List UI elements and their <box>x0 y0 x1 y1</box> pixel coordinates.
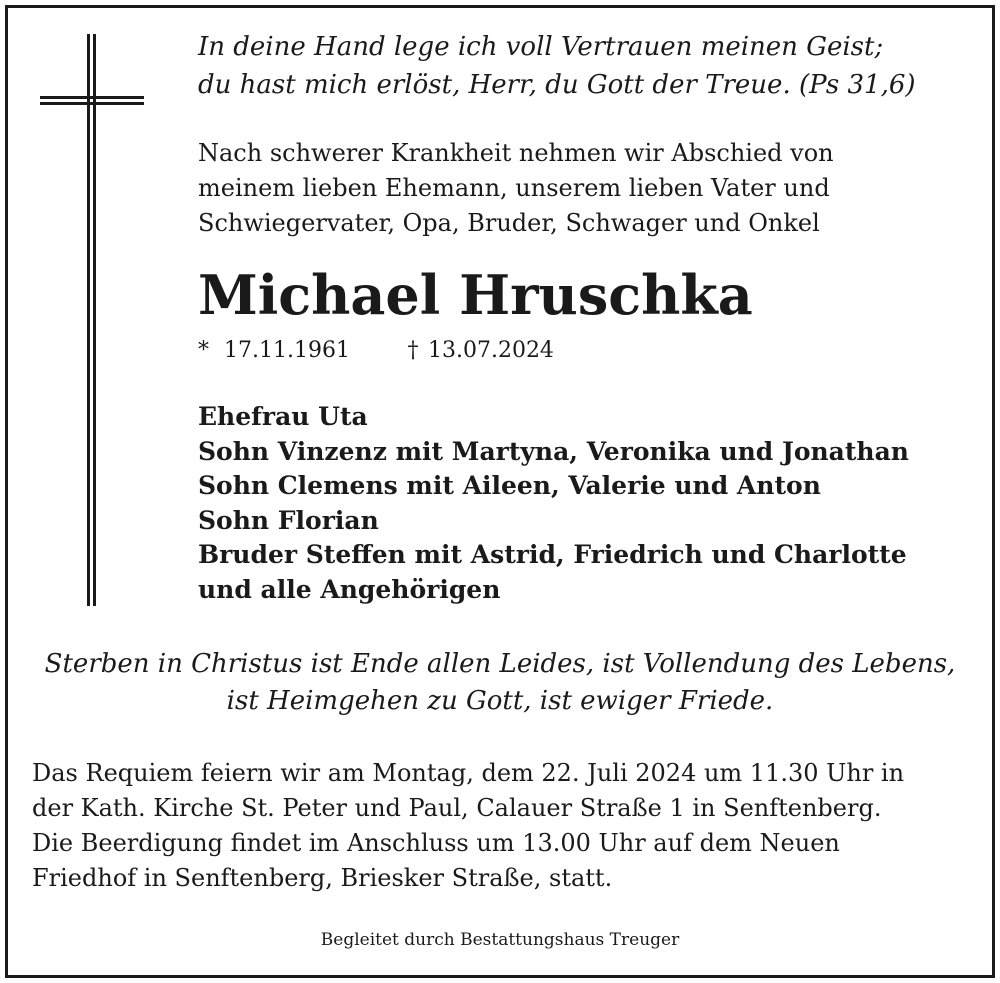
closing-line: Sterben in Christus ist Ende allen Leides, ist Vollendung des Lebens, <box>44 649 956 679</box>
mourner-line: Sohn Clemens mit Aileen, Valerie und Anton <box>198 471 821 500</box>
mourner-line: Bruder Steffen mit Astrid, Friedrich und Charlotte <box>198 540 907 569</box>
bible-verse <box>198 28 958 104</box>
death-cross-icon: † <box>407 338 419 363</box>
birth-star-icon: * <box>198 338 209 363</box>
closing-line: ist Heimgehen zu Gott, ist ewiger Friede. <box>226 686 774 716</box>
mourner-line: Sohn Vinzenz mit Martyna, Veronika und Jonathan <box>198 436 909 466</box>
intro-line: Schwiegervater, Opa, Bruder, Schwager und Onkel <box>198 209 820 237</box>
intro-line: meinem lieben Ehemann, unserem lieben Vater und <box>198 174 830 202</box>
deceased-name: Michael Hruschka <box>198 263 753 327</box>
service-line: der Kath. Kirche St. Peter und Paul, Calauer Straße 1 in Senftenberg. <box>32 794 882 822</box>
service-line: Das Requiem feiern wir am Montag, dem 22. Juli 2024 um 11.30 Uhr in <box>32 759 905 787</box>
life-dates <box>198 336 798 366</box>
mourner-line: Sohn Florian <box>198 505 379 535</box>
mourner-line: Ehefrau Uta <box>198 402 368 431</box>
closing-quote <box>30 646 970 720</box>
mourner-line: und alle Angehörigen <box>198 574 501 604</box>
cross-icon <box>40 34 144 606</box>
intro-text <box>198 136 958 241</box>
mourners-list <box>198 400 978 607</box>
death-date: 13.07.2024 <box>427 338 554 363</box>
birth-date: 17.11.1961 <box>224 338 350 363</box>
service-details <box>32 756 972 896</box>
verse-line: In deine Hand lege ich voll Vertrauen meinen Geist; <box>198 32 884 62</box>
funeral-home-credit: Begleitet durch Bestattungshaus Treuger <box>320 930 680 950</box>
intro-line: Nach schwerer Krankheit nehmen wir Abschied von <box>198 139 834 167</box>
service-line: Die Beerdigung findet im Anschluss um 13.00 Uhr auf dem Neuen <box>32 829 840 857</box>
verse-line: du hast mich erlöst, Herr, du Gott der Treue. (Ps 31,6) <box>198 70 916 100</box>
service-line: Friedhof in Senftenberg, Briesker Straße, statt. <box>32 864 613 892</box>
